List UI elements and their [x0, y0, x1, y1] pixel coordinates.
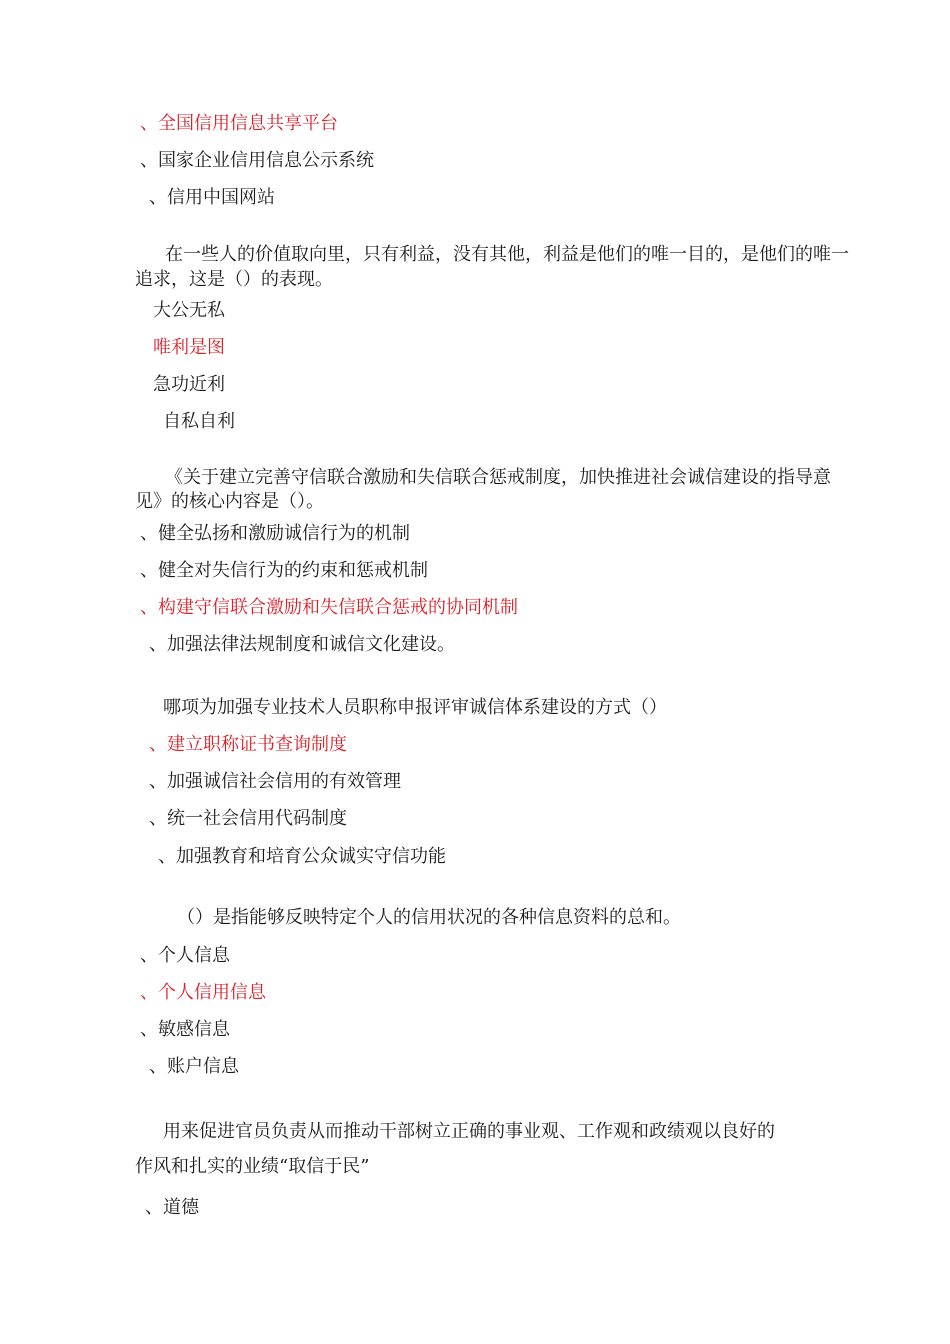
q2-stem-line-2: 追求，这是（）的表现。	[135, 269, 333, 290]
q5-option-c: 、敏感信息	[140, 1019, 230, 1040]
q5-option-d: 、账户信息	[149, 1056, 239, 1077]
q2-option-c: 急功近利	[153, 374, 225, 395]
q1-option-c: 、信用中国网站	[149, 187, 275, 208]
q1-option-b: 、国家企业信用信息公示系统	[140, 150, 374, 171]
q5-option-b: 、个人信用信息	[140, 982, 266, 1003]
q3-option-a: 、健全弘扬和激励诚信行为的机制	[140, 523, 410, 544]
q1-option-a: 、全国信用信息共享平台	[140, 113, 338, 134]
q4-option-a: 、建立职称证书查询制度	[149, 734, 347, 755]
q6-option-a: 、道德	[145, 1197, 199, 1218]
q4-stem-line-1: 哪项为加强专业技术人员职称申报评审诚信体系建设的方式（）	[163, 697, 667, 718]
q3-option-d: 、加强法律法规制度和诚信文化建设。	[149, 634, 455, 655]
q6-stem-line-1: 用来促进官员负责从而推动干部树立正确的事业观、工作观和政绩观以良好的	[163, 1121, 775, 1142]
q4-option-c: 、统一社会信用代码制度	[149, 808, 347, 829]
q2-option-d: 自私自利	[163, 411, 235, 432]
q2-option-b: 唯利是图	[153, 337, 225, 358]
q5-stem-line-1: （）是指能够反映特定个人的信用状况的各种信息资料的总和。	[177, 907, 681, 928]
q4-option-d: 、加强教育和培育公众诚实守信功能	[158, 846, 446, 867]
q4-option-b: 、加强诚信社会信用的有效管理	[149, 771, 401, 792]
q3-option-c: 、构建守信联合激励和失信联合惩戒的协同机制	[140, 597, 518, 618]
q2-option-a: 大公无私	[153, 300, 225, 321]
q2-stem-line-1: 在一些人的价值取向里，只有利益，没有其他，利益是他们的唯一目的，是他们的唯一	[165, 244, 849, 265]
q5-option-a: 、个人信息	[140, 945, 230, 966]
q6-stem-line-2: 作风和扎实的业绩“取信于民”	[135, 1156, 370, 1177]
q3-option-b: 、健全对失信行为的约束和惩戒机制	[140, 560, 428, 581]
q3-stem-line-2: 见》的核心内容是（）。	[135, 491, 324, 512]
q3-stem-line-1: 《关于建立完善守信联合激励和失信联合惩戒制度，加快推进社会诚信建设的指导意	[165, 467, 831, 488]
